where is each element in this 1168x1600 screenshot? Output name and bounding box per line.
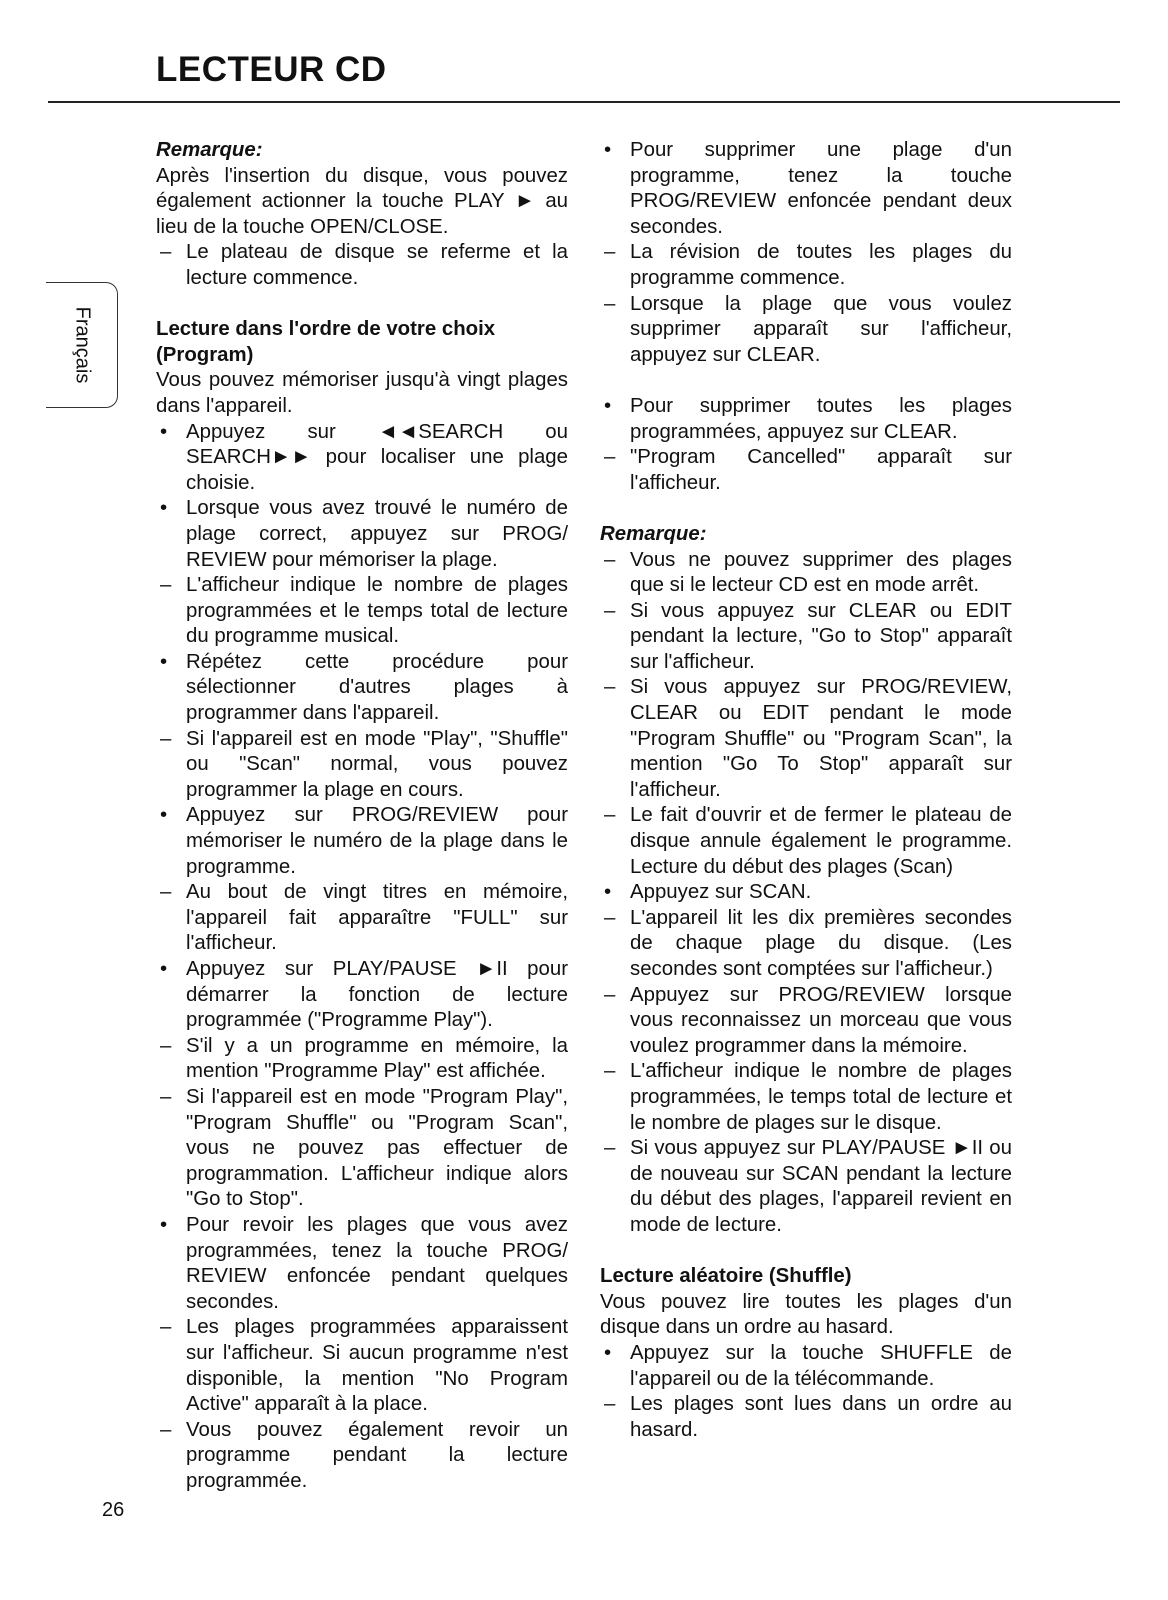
section-heading-program-sub: (Program): [156, 343, 254, 366]
dash-item: [156, 1085, 568, 1213]
bullet-marker: •: [160, 1213, 168, 1236]
item-text: Le plateau de disque se referme et la lecture commence.: [186, 241, 568, 289]
dash-item: [156, 573, 568, 650]
program-steps-list: [156, 420, 568, 1495]
item-text: Si l'appareil est en mode "Play", "Shuffle" ou "Scan" normal, vous pouvez programmer la plage en cours.: [186, 727, 568, 801]
item-text: Vous pouvez également revoir un programme pendant la lecture programmée.: [186, 1418, 568, 1492]
item-text: Si vous appuyez sur CLEAR ou EDIT pendant la lecture, "Go to Stop" apparaît sur l'afficheur.: [630, 599, 1012, 673]
page-number: 26: [102, 1499, 125, 1521]
remark-label: Remarque:: [600, 522, 707, 545]
section-heading-program: Lecture dans l'ordre de votre choix: [156, 318, 496, 341]
dash-item: [600, 1392, 1012, 1443]
dash-item: [156, 727, 568, 804]
dash-item: [600, 240, 1012, 291]
bullet-item: [156, 1213, 568, 1315]
bullet-item: [156, 803, 568, 880]
item-text: L'afficheur indique le nombre de plages programmées, le temps total de lecture et le nombre de plages sur le disque.: [630, 1060, 1012, 1134]
bullet-item: [156, 650, 568, 727]
item-text: L'appareil lit les dix premières secondes de chaque plage du disque. (Les secondes sont comptées sur l'afficheur.): [630, 906, 1012, 980]
page-title: LECTEUR CD: [156, 50, 387, 89]
dash-item: [600, 1059, 1012, 1136]
dash-item: [600, 548, 1012, 599]
bullet-item: [600, 880, 1012, 906]
dash-item: [156, 880, 568, 957]
bullet-marker: •: [160, 420, 168, 443]
dash-marker: –: [604, 804, 616, 827]
dash-marker: –: [160, 1034, 172, 1057]
dash-marker: –: [604, 906, 616, 929]
item-text: Appuyez sur ◄◄SEARCH ou SEARCH►► pour localiser une plage choisie.: [186, 420, 568, 494]
bullet-marker: •: [160, 804, 168, 827]
language-tab-label: Français: [71, 306, 93, 384]
dash-item: [156, 1418, 568, 1495]
item-text: L'afficheur indique le nombre de plages programmées et le temps total de lecture du programme musical.: [186, 574, 568, 648]
item-text: Appuyez sur PLAY/PAUSE ►II pour démarrer la fonction de lecture programmée ("Programme Play").: [186, 958, 568, 1032]
item-text: Pour supprimer toutes les plages programmées, appuyez sur CLEAR.: [630, 394, 1012, 443]
item-text: S'il y a un programme en mémoire, la mention "Programme Play" est affichée.: [186, 1034, 568, 1083]
dash-marker: –: [604, 292, 616, 315]
dash-marker: –: [160, 1085, 172, 1108]
bullet-item: [600, 1341, 1012, 1392]
right-column: [600, 138, 1012, 1443]
dash-marker: –: [160, 574, 172, 597]
shuffle-steps-list: [600, 1341, 1012, 1443]
dash-item: [600, 1136, 1012, 1238]
delete-track-list: [600, 138, 1012, 368]
item-text: Appuyez sur PROG/REVIEW lorsque vous reconnaissez un morceau que vous voulez programmer dans la mémoire.: [630, 983, 1012, 1057]
remark-text: Après l'insertion du disque, vous pouvez également actionner la touche PLAY ► au lieu de la touche OPEN/CLOSE.: [156, 164, 568, 238]
item-text: La révision de toutes les plages du programme commence.: [630, 241, 1012, 289]
dash-marker: –: [160, 1418, 172, 1441]
remark-label: Remarque:: [156, 139, 263, 161]
dash-marker: –: [604, 1137, 616, 1160]
section-heading-shuffle: Lecture aléatoire (Shuffle): [600, 1265, 852, 1288]
dash-marker: –: [604, 1393, 616, 1416]
section-intro: Vous pouvez mémoriser jusqu'à vingt plages dans l'appareil.: [156, 369, 568, 417]
dash-item: [600, 599, 1012, 676]
dash-marker: –: [160, 727, 172, 750]
delete-all-list: [600, 394, 1012, 496]
shuffle-intro: Vous pouvez lire toutes les plages d'un disque dans un ordre au hasard.: [600, 1290, 1012, 1339]
item-text: Si l'appareil est en mode "Program Play", "Program Shuffle" ou "Program Scan", vous ne pouvez pas effectuer de programmation. L'afficheur indique alors "Go to Stop".: [186, 1085, 568, 1211]
dash-marker: –: [604, 599, 616, 622]
item-text: Si vous appuyez sur PROG/REVIEW, CLEAR ou EDIT pendant le mode "Program Shuffle" ou "Program Scan", la mention "Go To Stop" apparaît sur l'afficheur.: [630, 676, 1012, 801]
dash-marker: –: [604, 1060, 616, 1083]
bullet-marker: •: [160, 497, 168, 520]
item-text: Appuyez sur PROG/REVIEW pour mémoriser le numéro de la plage dans le programme.: [186, 804, 568, 878]
dash-item: [600, 803, 1012, 880]
dash-marker: –: [604, 983, 616, 1006]
header-rule: [48, 101, 1120, 103]
item-text: Lorsque vous avez trouvé le numéro de plage correct, appuyez sur PROG/ REVIEW pour mémoriser la plage.: [186, 497, 568, 571]
dash-item: [600, 445, 1012, 496]
bullet-marker: •: [604, 881, 612, 904]
dash-item: [600, 983, 1012, 1060]
item-text: Le fait d'ouvrir et de fermer le plateau de disque annule également le programme. Lecture du début des plages (Scan): [630, 804, 1012, 878]
item-text: Appuyez sur la touche SHUFFLE de l'appareil ou de la télécommande.: [630, 1341, 1012, 1390]
item-text: Au bout de vingt titres en mémoire, l'appareil fait apparaître "FULL" sur l'afficheur.: [186, 881, 568, 955]
bullet-item: [156, 420, 568, 497]
item-text: "Program Cancelled" apparaît sur l'afficheur.: [630, 446, 1012, 494]
dash-marker: –: [160, 881, 172, 904]
item-text: Appuyez sur SCAN.: [630, 881, 812, 904]
item-text: Répétez cette procédure pour sélectionner d'autres plages à programmer dans l'appareil.: [186, 650, 568, 725]
bullet-marker: •: [604, 394, 612, 417]
item-text: Vous ne pouvez supprimer des plages que si le lecteur CD est en mode arrêt.: [630, 548, 1012, 597]
item-text: Les plages programmées apparaissent sur l'afficheur. Si aucun programme n'est disponible, la mention "No Program Active" apparaît à la place.: [186, 1316, 568, 1416]
dash-item: [156, 1315, 568, 1417]
remark-dash-item: [156, 240, 568, 291]
bullet-item: [600, 138, 1012, 240]
dash-marker: –: [604, 676, 616, 699]
bullet-item: [156, 496, 568, 573]
dash-marker: –: [160, 1316, 172, 1339]
bullet-marker: •: [160, 650, 168, 673]
dash-marker: –: [604, 241, 616, 264]
left-column: [156, 138, 568, 1494]
bullet-marker: •: [604, 139, 612, 161]
item-text: Pour revoir les plages que vous avez programmées, tenez la touche PROG/ REVIEW enfoncée pendant quelques secondes.: [186, 1213, 568, 1313]
item-text: Si vous appuyez sur PLAY/PAUSE ►II ou de nouveau sur SCAN pendant la lecture du début des plages, l'appareil revient en mode de lecture.: [630, 1137, 1012, 1236]
bullet-item: [600, 394, 1012, 445]
bullet-marker: •: [604, 1341, 612, 1364]
item-text: Pour supprimer une plage d'un programme, tenez la touche PROG/REVIEW enfoncée pendant deux secondes.: [630, 139, 1012, 238]
item-text: Les plages sont lues dans un ordre au hasard.: [630, 1393, 1012, 1441]
dash-marker: –: [160, 241, 172, 264]
bullet-item: [156, 957, 568, 1034]
dash-marker: –: [604, 548, 616, 571]
dash-marker: –: [604, 446, 616, 469]
language-tab: [46, 282, 118, 408]
dash-item: [600, 906, 1012, 983]
dash-item: [156, 1034, 568, 1085]
bullet-marker: •: [160, 958, 168, 980]
dash-item: [600, 292, 1012, 369]
item-text: Lorsque la plage que vous voulez supprimer apparaît sur l'afficheur, appuyez sur CLEAR.: [630, 292, 1012, 366]
remark-scan-list: [600, 548, 1012, 1239]
dash-item: [600, 675, 1012, 803]
